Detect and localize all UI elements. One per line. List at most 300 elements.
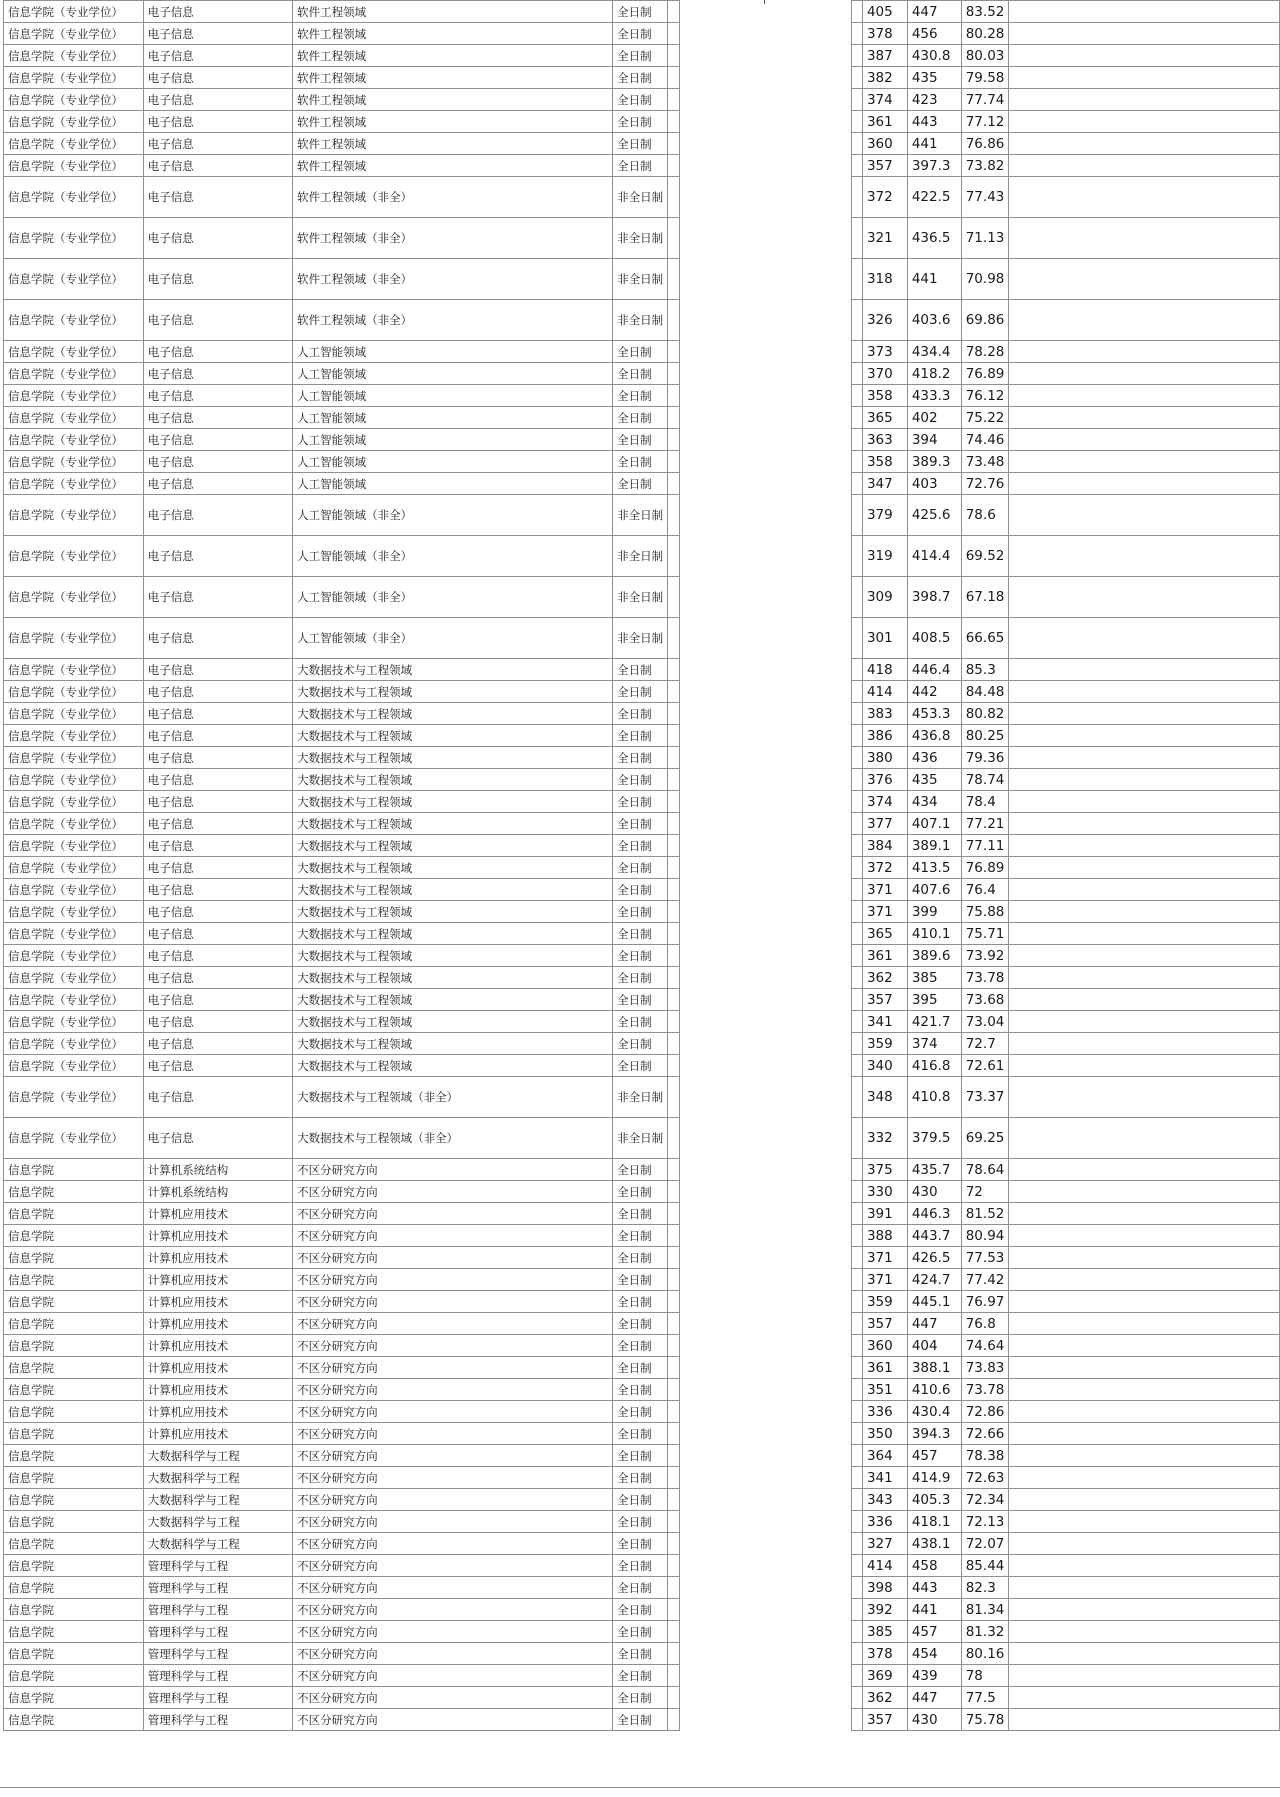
- cell-final-score: 75.88: [961, 901, 1009, 923]
- cell-redacted-stub: [851, 1423, 862, 1445]
- cell-composite-score: 442: [907, 681, 961, 703]
- cell-direction: 人工智能领域（非全）: [293, 536, 613, 577]
- cell-composite-score: 438.1: [907, 1533, 961, 1555]
- cell-direction: 不区分研究方向: [293, 1401, 613, 1423]
- cell-redacted-stub: [668, 1269, 680, 1291]
- cell-redacted-stub: [668, 451, 680, 473]
- cell-final-score: 76.89: [961, 363, 1009, 385]
- table-row: [4, 1423, 1280, 1445]
- cell-total-score: 341: [862, 1467, 907, 1489]
- cell-total-score: 387: [862, 45, 907, 67]
- redacted-region: [680, 341, 852, 363]
- table-row: [4, 1203, 1280, 1225]
- table-row: [4, 23, 1280, 45]
- cell-final-score: 72.34: [961, 1489, 1009, 1511]
- redacted-region: [680, 1643, 852, 1665]
- cell-direction: 不区分研究方向: [293, 1335, 613, 1357]
- cell-redacted-stub: [851, 1379, 862, 1401]
- cell-study-mode: 全日制: [613, 1181, 668, 1203]
- cell-school: 信息学院: [4, 1379, 144, 1401]
- cell-redacted-stub: [851, 1269, 862, 1291]
- table-row: [4, 1577, 1280, 1599]
- cell-final-score: 72.76: [961, 473, 1009, 495]
- cell-total-score: 318: [862, 259, 907, 300]
- redacted-region: [680, 218, 852, 259]
- cell-study-mode: 全日制: [613, 1159, 668, 1181]
- cell-redacted-stub: [851, 1203, 862, 1225]
- cell-school: 信息学院: [4, 1555, 144, 1577]
- cell-study-mode: 非全日制: [613, 495, 668, 536]
- cell-composite-score: 408.5: [907, 618, 961, 659]
- cell-composite-score: 434: [907, 791, 961, 813]
- cell-composite-score: 416.8: [907, 1055, 961, 1077]
- cell-study-mode: 全日制: [613, 111, 668, 133]
- cell-total-score: 383: [862, 703, 907, 725]
- cell-direction: 大数据技术与工程领域: [293, 813, 613, 835]
- cell-final-score: 73.83: [961, 1357, 1009, 1379]
- cell-empty: [1009, 618, 1280, 659]
- cell-final-score: 80.16: [961, 1643, 1009, 1665]
- cell-final-score: 78.64: [961, 1159, 1009, 1181]
- cell-major: 电子信息: [143, 791, 292, 813]
- cell-direction: 大数据技术与工程领域: [293, 945, 613, 967]
- cell-empty: [1009, 835, 1280, 857]
- cell-major: 电子信息: [143, 363, 292, 385]
- cell-total-score: 386: [862, 725, 907, 747]
- cell-final-score: 83.52: [961, 1, 1009, 23]
- cell-redacted-stub: [851, 791, 862, 813]
- cell-total-score: 351: [862, 1379, 907, 1401]
- cell-total-score: 398: [862, 1577, 907, 1599]
- cell-composite-score: 454: [907, 1643, 961, 1665]
- cell-major: 计算机系统结构: [143, 1181, 292, 1203]
- cell-study-mode: 全日制: [613, 363, 668, 385]
- cell-final-score: 85.44: [961, 1555, 1009, 1577]
- cell-redacted-stub: [851, 769, 862, 791]
- cell-redacted-stub: [668, 813, 680, 835]
- cell-redacted-stub: [851, 218, 862, 259]
- cell-direction: 软件工程领域: [293, 67, 613, 89]
- cell-final-score: 78.38: [961, 1445, 1009, 1467]
- cell-redacted-stub: [851, 1555, 862, 1577]
- cell-final-score: 72.13: [961, 1511, 1009, 1533]
- redacted-region: [680, 879, 852, 901]
- cell-direction: 人工智能领域: [293, 451, 613, 473]
- cell-redacted-stub: [668, 1291, 680, 1313]
- cell-redacted-stub: [668, 1055, 680, 1077]
- redacted-region: [680, 835, 852, 857]
- table-row: [4, 385, 1280, 407]
- redacted-region: [680, 1379, 852, 1401]
- cell-redacted-stub: [851, 23, 862, 45]
- cell-school: 信息学院（专业学位）: [4, 1118, 144, 1159]
- cell-total-score: 374: [862, 89, 907, 111]
- cell-composite-score: 430: [907, 1181, 961, 1203]
- cell-redacted-stub: [668, 1687, 680, 1709]
- cell-redacted-stub: [851, 300, 862, 341]
- cell-empty: [1009, 1665, 1280, 1687]
- cell-school: 信息学院（专业学位）: [4, 1033, 144, 1055]
- cell-final-score: 77.53: [961, 1247, 1009, 1269]
- cell-study-mode: 全日制: [613, 67, 668, 89]
- cell-school: 信息学院: [4, 1621, 144, 1643]
- cell-total-score: 357: [862, 989, 907, 1011]
- cell-major: 电子信息: [143, 813, 292, 835]
- cell-empty: [1009, 945, 1280, 967]
- cell-direction: 人工智能领域（非全）: [293, 495, 613, 536]
- cell-study-mode: 全日制: [613, 89, 668, 111]
- cell-redacted-stub: [851, 177, 862, 218]
- cell-direction: 不区分研究方向: [293, 1225, 613, 1247]
- cell-composite-score: 398.7: [907, 577, 961, 618]
- cell-empty: [1009, 1379, 1280, 1401]
- cell-school: 信息学院: [4, 1423, 144, 1445]
- cell-redacted-stub: [668, 155, 680, 177]
- cell-study-mode: 全日制: [613, 1643, 668, 1665]
- cell-final-score: 72: [961, 1181, 1009, 1203]
- cell-total-score: 361: [862, 945, 907, 967]
- cell-final-score: 81.34: [961, 1599, 1009, 1621]
- redacted-region: [680, 1533, 852, 1555]
- cell-study-mode: 全日制: [613, 1423, 668, 1445]
- cell-school: 信息学院（专业学位）: [4, 857, 144, 879]
- cell-major: 电子信息: [143, 1, 292, 23]
- cell-composite-score: 405.3: [907, 1489, 961, 1511]
- cell-study-mode: 全日制: [613, 1357, 668, 1379]
- cell-study-mode: 全日制: [613, 967, 668, 989]
- redacted-region: [680, 1291, 852, 1313]
- cell-final-score: 78.4: [961, 791, 1009, 813]
- cell-final-score: 78: [961, 1665, 1009, 1687]
- table-row: [4, 747, 1280, 769]
- cell-redacted-stub: [668, 1665, 680, 1687]
- cell-direction: 大数据技术与工程领域: [293, 967, 613, 989]
- cell-final-score: 71.13: [961, 218, 1009, 259]
- cell-direction: 大数据技术与工程领域: [293, 1055, 613, 1077]
- cell-redacted-stub: [851, 1709, 862, 1731]
- cell-redacted-stub: [668, 747, 680, 769]
- cell-redacted-stub: [668, 1489, 680, 1511]
- cell-empty: [1009, 1489, 1280, 1511]
- cell-redacted-stub: [668, 1077, 680, 1118]
- table-row: [4, 111, 1280, 133]
- cell-empty: [1009, 1, 1280, 23]
- cell-final-score: 72.63: [961, 1467, 1009, 1489]
- cell-major: 电子信息: [143, 945, 292, 967]
- cell-composite-score: 434.4: [907, 341, 961, 363]
- table-row: [4, 1665, 1280, 1687]
- cell-total-score: 392: [862, 1599, 907, 1621]
- cell-major: 电子信息: [143, 989, 292, 1011]
- cell-redacted-stub: [851, 813, 862, 835]
- cell-major: 计算机应用技术: [143, 1401, 292, 1423]
- cell-redacted-stub: [668, 945, 680, 967]
- table-row: [4, 769, 1280, 791]
- cell-empty: [1009, 769, 1280, 791]
- cell-composite-score: 395: [907, 989, 961, 1011]
- cell-total-score: 382: [862, 67, 907, 89]
- cell-redacted-stub: [668, 1643, 680, 1665]
- cell-composite-score: 410.8: [907, 1077, 961, 1118]
- cell-school: 信息学院（专业学位）: [4, 385, 144, 407]
- table-row: [4, 659, 1280, 681]
- cell-school: 信息学院（专业学位）: [4, 835, 144, 857]
- cell-study-mode: 非全日制: [613, 259, 668, 300]
- cell-major: 计算机应用技术: [143, 1203, 292, 1225]
- cell-direction: 人工智能领域: [293, 407, 613, 429]
- cell-major: 电子信息: [143, 681, 292, 703]
- cell-final-score: 80.94: [961, 1225, 1009, 1247]
- cell-total-score: 357: [862, 155, 907, 177]
- cell-final-score: 81.32: [961, 1621, 1009, 1643]
- cell-school: 信息学院（专业学位）: [4, 945, 144, 967]
- table-row: [4, 1379, 1280, 1401]
- cell-redacted-stub: [668, 495, 680, 536]
- cell-major: 电子信息: [143, 1118, 292, 1159]
- cell-redacted-stub: [668, 1423, 680, 1445]
- cell-redacted-stub: [851, 1118, 862, 1159]
- cell-school: 信息学院（专业学位）: [4, 1, 144, 23]
- cell-redacted-stub: [668, 385, 680, 407]
- cell-major: 电子信息: [143, 1077, 292, 1118]
- cell-study-mode: 全日制: [613, 1033, 668, 1055]
- cell-direction: 软件工程领域: [293, 23, 613, 45]
- cell-school: 信息学院（专业学位）: [4, 577, 144, 618]
- cell-final-score: 78.28: [961, 341, 1009, 363]
- cell-redacted-stub: [668, 259, 680, 300]
- cell-redacted-stub: [668, 1621, 680, 1643]
- cell-composite-score: 403: [907, 473, 961, 495]
- cell-major: 计算机应用技术: [143, 1357, 292, 1379]
- cell-redacted-stub: [668, 177, 680, 218]
- cell-major: 电子信息: [143, 341, 292, 363]
- cell-direction: 大数据技术与工程领域（非全）: [293, 1118, 613, 1159]
- table-row: [4, 945, 1280, 967]
- cell-direction: 不区分研究方向: [293, 1511, 613, 1533]
- cell-major: 计算机应用技术: [143, 1247, 292, 1269]
- cell-major: 电子信息: [143, 45, 292, 67]
- cell-redacted-stub: [851, 451, 862, 473]
- cell-empty: [1009, 1055, 1280, 1077]
- cell-redacted-stub: [851, 1643, 862, 1665]
- cell-final-score: 77.21: [961, 813, 1009, 835]
- cell-direction: 大数据技术与工程领域: [293, 923, 613, 945]
- redacted-region: [680, 1511, 852, 1533]
- redacted-region: [680, 495, 852, 536]
- cell-total-score: 365: [862, 923, 907, 945]
- redacted-region: [680, 1599, 852, 1621]
- redacted-region: [680, 1181, 852, 1203]
- cell-study-mode: 全日制: [613, 1225, 668, 1247]
- redacted-region: [680, 155, 852, 177]
- cell-empty: [1009, 703, 1280, 725]
- cell-empty: [1009, 577, 1280, 618]
- cell-study-mode: 全日制: [613, 659, 668, 681]
- cell-school: 信息学院（专业学位）: [4, 703, 144, 725]
- cell-school: 信息学院: [4, 1357, 144, 1379]
- cell-school: 信息学院（专业学位）: [4, 618, 144, 659]
- cell-study-mode: 非全日制: [613, 218, 668, 259]
- table-row: [4, 835, 1280, 857]
- cell-final-score: 77.43: [961, 177, 1009, 218]
- cell-direction: 人工智能领域: [293, 363, 613, 385]
- cell-school: 信息学院: [4, 1159, 144, 1181]
- cell-empty: [1009, 879, 1280, 901]
- cell-redacted-stub: [851, 45, 862, 67]
- cell-major: 电子信息: [143, 879, 292, 901]
- cell-direction: 大数据技术与工程领域: [293, 901, 613, 923]
- cell-final-score: 84.48: [961, 681, 1009, 703]
- cell-empty: [1009, 1269, 1280, 1291]
- table-row: [4, 1555, 1280, 1577]
- cell-total-score: 373: [862, 341, 907, 363]
- table-row: [4, 577, 1280, 618]
- cell-composite-score: 443.7: [907, 1225, 961, 1247]
- cell-direction: 人工智能领域（非全）: [293, 618, 613, 659]
- cell-composite-score: 422.5: [907, 177, 961, 218]
- cell-redacted-stub: [668, 967, 680, 989]
- cell-redacted-stub: [668, 618, 680, 659]
- cell-redacted-stub: [851, 385, 862, 407]
- cell-study-mode: 全日制: [613, 879, 668, 901]
- cell-empty: [1009, 1011, 1280, 1033]
- cell-composite-score: 441: [907, 133, 961, 155]
- redacted-region: [680, 618, 852, 659]
- cell-total-score: 418: [862, 659, 907, 681]
- cell-redacted-stub: [668, 1533, 680, 1555]
- cell-redacted-stub: [851, 967, 862, 989]
- cell-major: 电子信息: [143, 218, 292, 259]
- redacted-region: [680, 177, 852, 218]
- table-row: [4, 1033, 1280, 1055]
- cell-redacted-stub: [668, 23, 680, 45]
- cell-empty: [1009, 1401, 1280, 1423]
- cell-composite-score: 407.1: [907, 813, 961, 835]
- cell-major: 计算机应用技术: [143, 1379, 292, 1401]
- cell-redacted-stub: [668, 725, 680, 747]
- cell-total-score: 347: [862, 473, 907, 495]
- cell-school: 信息学院: [4, 1335, 144, 1357]
- redacted-region: [680, 1055, 852, 1077]
- cell-composite-score: 443: [907, 111, 961, 133]
- cell-direction: 软件工程领域: [293, 155, 613, 177]
- cell-composite-score: 441: [907, 1599, 961, 1621]
- cell-school: 信息学院: [4, 1181, 144, 1203]
- cell-empty: [1009, 300, 1280, 341]
- cell-empty: [1009, 1291, 1280, 1313]
- cell-study-mode: 全日制: [613, 1401, 668, 1423]
- table-row: [4, 1687, 1280, 1709]
- cell-final-score: 73.48: [961, 451, 1009, 473]
- cell-school: 信息学院: [4, 1687, 144, 1709]
- cell-study-mode: 全日制: [613, 1533, 668, 1555]
- cell-composite-score: 407.6: [907, 879, 961, 901]
- redacted-region: [680, 1335, 852, 1357]
- cell-redacted-stub: [668, 429, 680, 451]
- cell-total-score: 362: [862, 967, 907, 989]
- cell-composite-score: 453.3: [907, 703, 961, 725]
- redacted-region: [680, 1489, 852, 1511]
- cell-school: 信息学院: [4, 1709, 144, 1731]
- cell-redacted-stub: [668, 1033, 680, 1055]
- redacted-region: [680, 681, 852, 703]
- cell-empty: [1009, 133, 1280, 155]
- cell-total-score: 340: [862, 1055, 907, 1077]
- cell-total-score: 361: [862, 1357, 907, 1379]
- redacted-region: [680, 1, 852, 23]
- cell-final-score: 73.78: [961, 967, 1009, 989]
- cell-redacted-stub: [851, 1511, 862, 1533]
- cell-redacted-stub: [668, 1577, 680, 1599]
- cell-total-score: 371: [862, 1269, 907, 1291]
- cell-final-score: 70.98: [961, 259, 1009, 300]
- redacted-region: [680, 89, 852, 111]
- cell-composite-score: 374: [907, 1033, 961, 1055]
- redacted-region: [680, 385, 852, 407]
- cell-school: 信息学院（专业学位）: [4, 989, 144, 1011]
- cell-redacted-stub: [668, 659, 680, 681]
- cell-redacted-stub: [851, 1313, 862, 1335]
- cell-school: 信息学院（专业学位）: [4, 659, 144, 681]
- cell-direction: 不区分研究方向: [293, 1379, 613, 1401]
- cell-total-score: 358: [862, 451, 907, 473]
- cell-total-score: 336: [862, 1401, 907, 1423]
- cell-final-score: 75.71: [961, 923, 1009, 945]
- cell-school: 信息学院: [4, 1599, 144, 1621]
- table-row: [4, 967, 1280, 989]
- cell-school: 信息学院（专业学位）: [4, 495, 144, 536]
- cell-total-score: 391: [862, 1203, 907, 1225]
- cell-major: 电子信息: [143, 725, 292, 747]
- cell-redacted-stub: [851, 363, 862, 385]
- cell-final-score: 82.3: [961, 1577, 1009, 1599]
- cell-major: 计算机应用技术: [143, 1313, 292, 1335]
- cell-total-score: 350: [862, 1423, 907, 1445]
- cell-major: 电子信息: [143, 300, 292, 341]
- cell-major: 计算机系统结构: [143, 1159, 292, 1181]
- cell-redacted-stub: [851, 1665, 862, 1687]
- cell-composite-score: 439: [907, 1665, 961, 1687]
- cell-school: 信息学院: [4, 1445, 144, 1467]
- cell-major: 电子信息: [143, 451, 292, 473]
- cell-composite-score: 435: [907, 769, 961, 791]
- cell-final-score: 80.25: [961, 725, 1009, 747]
- cell-redacted-stub: [851, 1357, 862, 1379]
- cell-school: 信息学院: [4, 1467, 144, 1489]
- cell-redacted-stub: [668, 879, 680, 901]
- cell-direction: 不区分研究方向: [293, 1577, 613, 1599]
- cell-redacted-stub: [668, 1203, 680, 1225]
- table-row: [4, 89, 1280, 111]
- table-row: [4, 879, 1280, 901]
- cell-final-score: 72.66: [961, 1423, 1009, 1445]
- cell-study-mode: 非全日制: [613, 177, 668, 218]
- redacted-region: [680, 1203, 852, 1225]
- cell-study-mode: 全日制: [613, 1511, 668, 1533]
- cell-composite-score: 430.8: [907, 45, 961, 67]
- cell-total-score: 348: [862, 1077, 907, 1118]
- table-row: [4, 133, 1280, 155]
- table-row: [4, 989, 1280, 1011]
- redacted-region: [680, 1247, 852, 1269]
- cell-study-mode: 全日制: [613, 1489, 668, 1511]
- table-row: [4, 1011, 1280, 1033]
- cell-school: 信息学院: [4, 1489, 144, 1511]
- cell-total-score: 378: [862, 1643, 907, 1665]
- cell-empty: [1009, 1533, 1280, 1555]
- cell-empty: [1009, 451, 1280, 473]
- redacted-region: [680, 967, 852, 989]
